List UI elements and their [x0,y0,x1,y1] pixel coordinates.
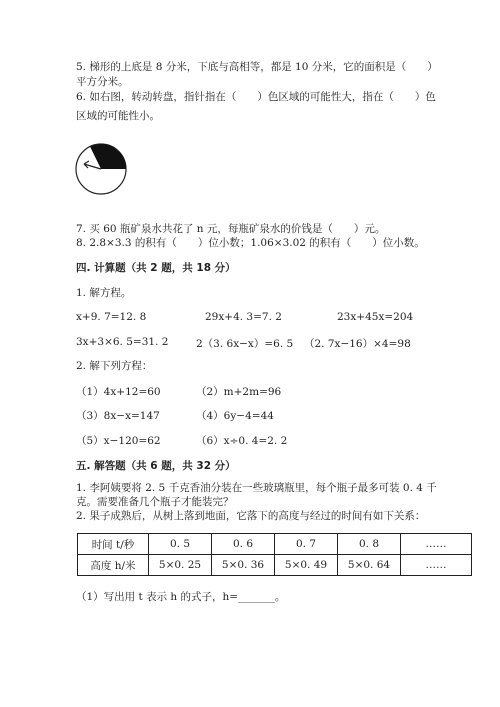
section5-q1-line2: 克。需要准备几个瓶子才能装完？ [76,496,234,508]
q7: 7. 买 60 瓶矿泉水共花了 n 元，每瓶矿泉水的价钱是（ ）元。 [76,223,386,235]
time-height-table [77,533,472,576]
table-row [78,534,472,555]
table-cell: 高度 h/米 [78,555,149,576]
table-cell: 0. 6 [212,534,275,555]
equation: （1）4x+12=60 [76,386,161,398]
equation: 2（3. 6x−x）=6. 5 [196,338,294,350]
table-cell: 5×0. 64 [338,555,401,576]
equation: 29x+4. 3=7. 2 [205,311,282,323]
section4-p2-title: 2. 解下列方程： [76,360,153,372]
table-cell: 5×0. 25 [149,555,212,576]
table-cell: 0. 8 [338,534,401,555]
section4-heading: 四. 计算题（共 2 题，共 18 分） [76,262,236,274]
section4-p1-title: 1. 解方程。 [76,287,132,299]
section5-q1-line1: 1. 李阿姨要将 2. 5 千克香油分装在一些玻璃瓶里，每个瓶子最多可装 0. 4 千 [76,482,437,494]
equation: x+9. 7=12. 8 [76,311,147,323]
equation: 23x+45x=204 [337,311,414,323]
equation: 3x+3×6. 5=31. 2 [76,336,169,348]
table-cell: …… [401,534,472,555]
table-cell: 5×0. 49 [275,555,338,576]
q5-line2: 平方分米。 [76,76,129,88]
equation: （3）8x−x=147 [76,410,160,422]
table-cell: 时间 t/秒 [78,534,149,555]
table-cell: 0. 7 [275,534,338,555]
equation: （6）x÷0. 4=2. 2 [196,435,288,447]
q6-line2: 区域的可能性小。 [76,110,160,122]
table-cell: 5×0. 36 [212,555,275,576]
q6-line1: 6. 如右图，转动转盘，指针指在（ ）色区域的可能性大，指在（ ）色 [76,91,436,103]
table-cell: 0. 5 [149,534,212,555]
q8: 8. 2.8×3.3 的积有（ ）位小数；1.06×3.02 的积有（ ）位小数。 [76,237,425,249]
table-row [78,555,472,576]
equation: （2）m+2m=96 [196,386,282,398]
section5-sub1: （1）写出用 t 表示 h 的式子，h=_______。 [76,591,286,603]
q5-line1: 5. 梯形的上底是 8 分米，下底与高相等，都是 10 分米，它的面积是（ ） [76,61,438,73]
section5-q2-line1: 2. 果子成熟后，从树上落到地面，它落下的高度与经过的时间有如下关系： [76,510,426,522]
section5-heading: 五. 解答题（共 6 题，共 32 分） [76,460,236,472]
table-cell: …… [401,555,472,576]
spinner-icon [74,142,130,198]
equation: （2. 7x−16）×4=98 [304,338,411,350]
equation: （5）x−120=62 [76,435,161,447]
equation: （4）6y−4=44 [196,410,274,422]
